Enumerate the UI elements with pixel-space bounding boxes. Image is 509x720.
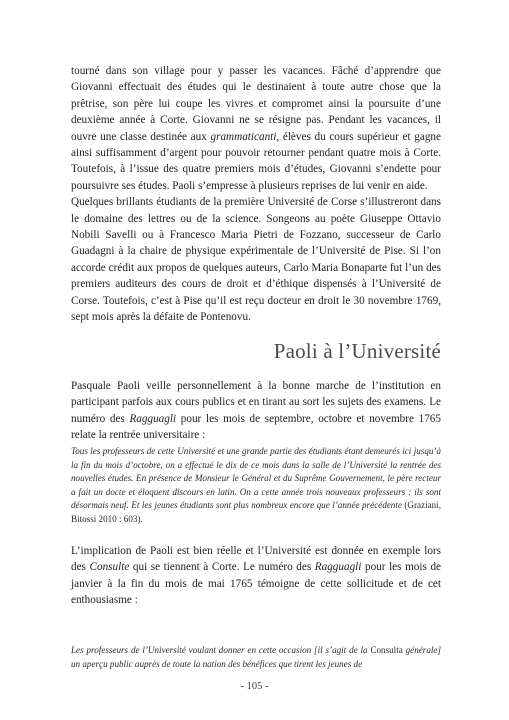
paragraph-paoli-university: Pasquale Paoli veille personnellement à la bonne marche de l’institution en participant parfois aux cours publics et en tirant au sort les sujets des examens. Le numéro des Ragguagli pour les mois de septembre, octobre et novembre 1765 relate la rentrée universitaire : xyxy=(71,380,441,442)
quote-text: Tous les professeurs de cette Université et une grande partie des étudiants étant demeurés ici jusqu’à la fin du mois d’octobre, on a effectué le dix de ce mois dans la salle de l’Université la rentrée des nouvelles études. En présence de Monsieur le Général et du Suprême Gouvernement, le père recteur a fait un docte et éloquent discours en latin. On a cette année trois nouveaux professeurs : ils sont désormais neuf. Et les jeunes étudiants sont plus nombreux encore que l’année précédente xyxy=(71,446,441,511)
emphasis-grammaticanti: grammaticanti xyxy=(210,130,277,143)
block-quote-professeurs: Les professeurs de l’Université voulant donner en cette occasion [il s’agit de la Consulta générale] un aperçu public auprès de toute la nation des bénéfices que tirent les jeunes de xyxy=(71,645,441,669)
emphasis-ragguagli: Ragguagli xyxy=(129,412,177,425)
quote-citation: (Graziani, Bitossi 2010 : 603). xyxy=(71,500,441,524)
emphasis-ragguagli-2: Ragguagli xyxy=(314,561,362,574)
page-number: - 105 - xyxy=(240,681,269,692)
opening-text xyxy=(71,63,441,326)
term-consulta: Consulta xyxy=(370,645,403,655)
emphasis-consulte: Consulte xyxy=(89,561,130,574)
section-heading: Paoli à l’Université xyxy=(273,339,441,363)
paragraph-implication: L’implication de Paoli est bien réelle et l’Université est donnée en exemple lors des Consulte qui se tiennent à Corte. Le numéro des Ragguagli pour les mois de janvier à la fin du mois de mai 1765 témoigne de cette sollicitude et de cet enthousiasme : xyxy=(71,545,441,607)
paragraph-giovanni: tourné dans son village pour y passer les vacances. Fâché d’apprendre que Giovanni effectuait des études qui le destinaient à toute autre chose que la prêtrise, son père lui coupe les vivres et compromet ainsi la poursuite d’une deuxième année à Corte. Giovanni ne se résigne pas. Pendant les vacances, il ouvre une classe destinée aux grammaticanti, élèves du cours supérieur et gagne ainsi suffisamment d’argent pour pouvoir retourner pendant quatre mois à Corte. Toutefois, à l’issue des quatre premiers mois d’études, Giovanni s’endette pour poursuivre ses études. Paoli s’empresse à plusieurs reprises de lui venir en aide. xyxy=(71,65,441,192)
section-intro-text xyxy=(71,378,441,444)
paragraph-brilliant-students: Quelques brillants étudiants de la première Université de Corse s’illustreront dans le domaine des lettres ou de la science. Songeons au poète Giuseppe Ottavio Nobili Savelli ou à Francesco Maria Pietri de Fozzano, successeur de Carlo Guadagni à la chaire de physique expérimentale de l’Université de Pise. Si l’on accorde crédit aux propos de quelques auteurs, Carlo Maria Bonaparte fut l’un des premiers auditeurs des cours de droit et d’éthique dispensés à l’Université de Corse. Toutefois, c’est à Pise qu’il est reçu docteur en droit le 30 novembre 1769, sept mois après la défaite de Pontenovu. xyxy=(71,196,441,324)
implication-text xyxy=(71,543,441,609)
block-quote-rentree xyxy=(71,445,441,527)
